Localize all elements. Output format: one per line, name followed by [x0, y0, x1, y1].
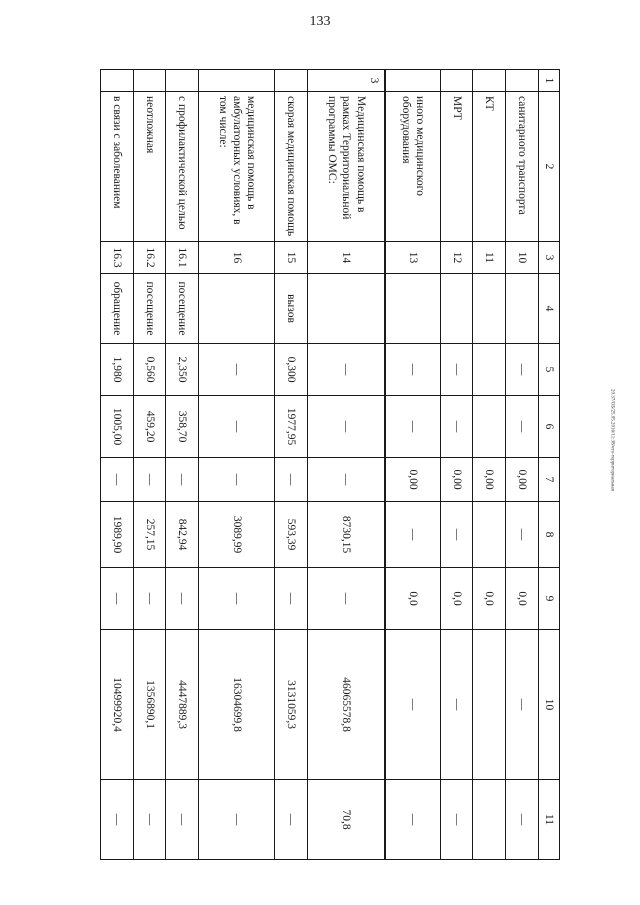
- cell-value: 1,980: [101, 344, 134, 396]
- cell-section: [101, 70, 134, 92]
- header-cell: 10: [538, 630, 559, 780]
- cell-unit: обращение: [101, 274, 134, 344]
- cell-value: —: [275, 568, 308, 630]
- cell-row-number: 16.1: [166, 242, 199, 274]
- cell-value: —: [198, 396, 275, 458]
- table-row: [101, 70, 134, 860]
- cell-value: [473, 780, 506, 860]
- cell-value: —: [506, 630, 539, 780]
- cell-value: —: [198, 568, 275, 630]
- cell-value: 0,0: [506, 568, 539, 630]
- cell-value: —: [101, 458, 134, 502]
- cell-unit: вызов: [275, 274, 308, 344]
- cell-value: —: [198, 780, 275, 860]
- cell-section: [166, 70, 199, 92]
- cell-row-number: 14: [308, 242, 385, 274]
- cell-value: —: [308, 344, 385, 396]
- cell-value: 3131059,3: [275, 630, 308, 780]
- cell-value: 8730,15: [308, 502, 385, 568]
- cell-value: —: [385, 630, 440, 780]
- cell-value: 10499920,4: [101, 630, 134, 780]
- cell-label: санитарного транспорта: [506, 92, 539, 242]
- header-cell: 6: [538, 396, 559, 458]
- cell-unit: [198, 274, 275, 344]
- cell-value: —: [440, 780, 473, 860]
- cell-row-number: 16.2: [133, 242, 166, 274]
- table-row: [440, 70, 473, 860]
- cell-value: 257,15: [133, 502, 166, 568]
- cell-label: неотложная: [133, 92, 166, 242]
- rotated-table-container: [100, 69, 560, 859]
- cell-value: —: [440, 630, 473, 780]
- table-row: [166, 70, 199, 860]
- table-row: [133, 70, 166, 860]
- cell-row-number: 15: [275, 242, 308, 274]
- cell-value: 1989,90: [101, 502, 134, 568]
- cell-section: [133, 70, 166, 92]
- header-cell: 5: [538, 344, 559, 396]
- cell-value: 46065578,8: [308, 630, 385, 780]
- cell-value: [473, 396, 506, 458]
- cell-label: Медицинская помощь в рамках Территориальной программы ОМС:: [308, 92, 385, 242]
- cell-unit: посещение: [133, 274, 166, 344]
- cell-value: —: [308, 568, 385, 630]
- cell-unit: [308, 274, 385, 344]
- cell-value: —: [275, 780, 308, 860]
- cell-value: —: [506, 344, 539, 396]
- cell-value: 593,39: [275, 502, 308, 568]
- cell-row-number: 10: [506, 242, 539, 274]
- cell-value: [473, 502, 506, 568]
- cell-section: [506, 70, 539, 92]
- cell-unit: [473, 274, 506, 344]
- cell-value: —: [133, 780, 166, 860]
- cell-section: [473, 70, 506, 92]
- cell-value: [473, 630, 506, 780]
- cell-value: 1977,95: [275, 396, 308, 458]
- cell-value: —: [506, 396, 539, 458]
- cell-value: —: [166, 780, 199, 860]
- header-cell: 9: [538, 568, 559, 630]
- table-row: [275, 70, 308, 860]
- cell-value: —: [308, 396, 385, 458]
- cell-section: [198, 70, 275, 92]
- cell-section: [385, 70, 440, 92]
- table-row: [473, 70, 506, 860]
- table-header-row: [538, 70, 559, 860]
- cell-row-number: 11: [473, 242, 506, 274]
- cell-label: медицинская помощь в амбулаторных условиях, в том числе:: [198, 92, 275, 242]
- cell-unit: [385, 274, 440, 344]
- cell-value: —: [385, 780, 440, 860]
- cell-value: 0,300: [275, 344, 308, 396]
- cell-value: 0,00: [473, 458, 506, 502]
- cell-value: 4447889,3: [166, 630, 199, 780]
- cell-value: —: [440, 396, 473, 458]
- side-note: 20.37/ОБ/25.05.2016/11:38/что-территориальная: [609, 389, 615, 491]
- cell-label: МРТ: [440, 92, 473, 242]
- cell-unit: посещение: [166, 274, 199, 344]
- cell-label: с профилактической целью: [166, 92, 199, 242]
- cell-section: 3: [308, 70, 385, 92]
- table-row: [385, 70, 440, 860]
- cell-value: 0,00: [440, 458, 473, 502]
- cell-value: —: [101, 780, 134, 860]
- cell-value: 842,94: [166, 502, 199, 568]
- header-cell: 4: [538, 274, 559, 344]
- header-cell: 8: [538, 502, 559, 568]
- cell-value: 1356890,1: [133, 630, 166, 780]
- cell-row-number: 13: [385, 242, 440, 274]
- cell-value: 358,70: [166, 396, 199, 458]
- cell-value: —: [308, 458, 385, 502]
- cell-value: —: [133, 458, 166, 502]
- cell-value: 16304699,8: [198, 630, 275, 780]
- cell-label: в связи с заболеванием: [101, 92, 134, 242]
- table-row: [308, 70, 385, 860]
- cell-value: —: [198, 344, 275, 396]
- cell-unit: [506, 274, 539, 344]
- cell-label: иного медицинского оборудования: [385, 92, 440, 242]
- cell-value: 459,20: [133, 396, 166, 458]
- cell-value: —: [506, 780, 539, 860]
- cell-value: 0,0: [440, 568, 473, 630]
- cell-value: —: [385, 396, 440, 458]
- cell-value: —: [101, 568, 134, 630]
- table-row: [506, 70, 539, 860]
- cell-value: —: [506, 502, 539, 568]
- cell-value: —: [385, 502, 440, 568]
- header-cell: 3: [538, 242, 559, 274]
- cell-section: [440, 70, 473, 92]
- data-table: [100, 69, 560, 860]
- cell-value: 1005,00: [101, 396, 134, 458]
- header-cell: 1: [538, 70, 559, 92]
- cell-row-number: 16.3: [101, 242, 134, 274]
- table-row: [198, 70, 275, 860]
- cell-value: 2,350: [166, 344, 199, 396]
- cell-value: 0,00: [385, 458, 440, 502]
- cell-section: [275, 70, 308, 92]
- cell-value: —: [166, 568, 199, 630]
- header-cell: 7: [538, 458, 559, 502]
- cell-row-number: 12: [440, 242, 473, 274]
- cell-value: 0,560: [133, 344, 166, 396]
- cell-label: КТ: [473, 92, 506, 242]
- cell-value: —: [166, 458, 199, 502]
- cell-label: скорая медицинская помощь: [275, 92, 308, 242]
- cell-value: [473, 344, 506, 396]
- cell-value: —: [440, 344, 473, 396]
- cell-value: 3089,99: [198, 502, 275, 568]
- cell-value: 70,8: [308, 780, 385, 860]
- cell-value: —: [440, 502, 473, 568]
- page-number: 133: [309, 14, 331, 29]
- cell-value: 0,0: [385, 568, 440, 630]
- cell-value: 0,00: [506, 458, 539, 502]
- cell-value: —: [198, 458, 275, 502]
- cell-value: —: [133, 568, 166, 630]
- cell-value: 0,0: [473, 568, 506, 630]
- header-cell: 2: [538, 92, 559, 242]
- cell-unit: [440, 274, 473, 344]
- header-cell: 11: [538, 780, 559, 860]
- cell-row-number: 16: [198, 242, 275, 274]
- cell-value: —: [385, 344, 440, 396]
- cell-value: —: [275, 458, 308, 502]
